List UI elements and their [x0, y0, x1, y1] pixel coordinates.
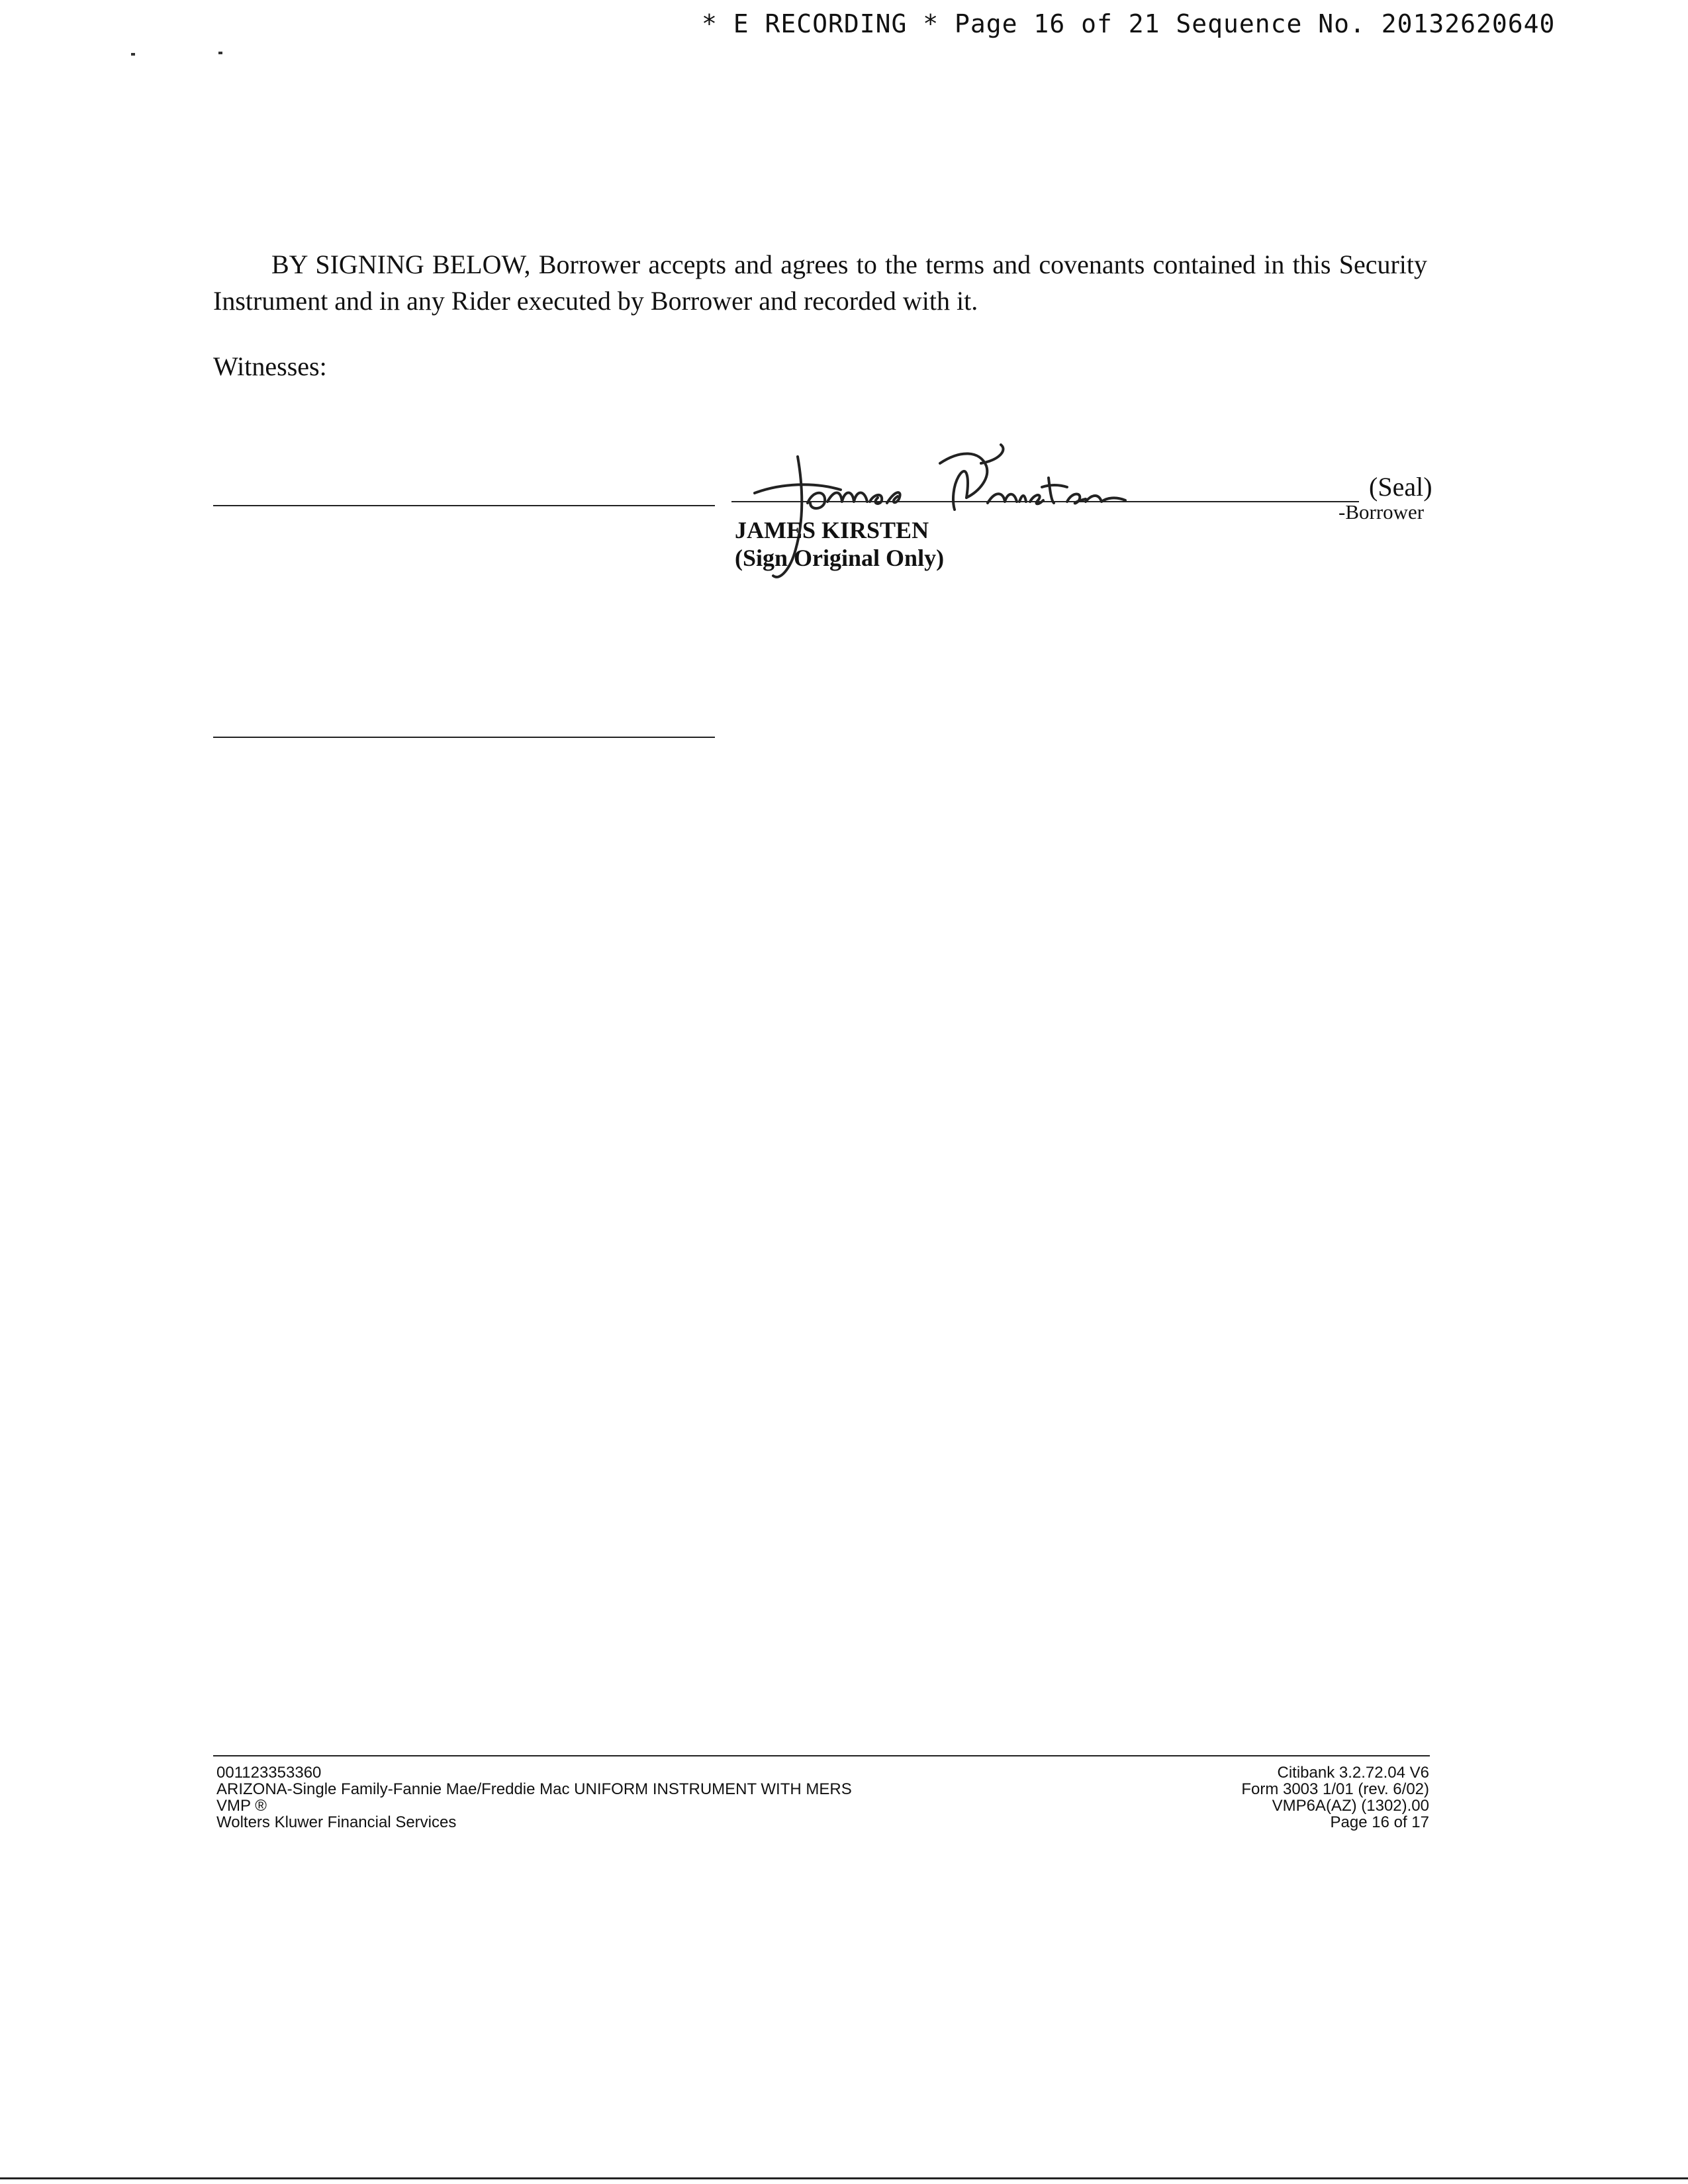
- form-number: Form 3003 1/01 (rev. 6/02): [1241, 1780, 1429, 1798]
- signer-name: JAMES KIRSTEN: [735, 517, 929, 543]
- borrower-role-label: -Borrower: [1338, 500, 1425, 523]
- page-number: Page 16 of 17: [1330, 1813, 1429, 1831]
- sign-original-note: (Sign Original Only): [735, 545, 945, 571]
- agreement-paragraph: BY SIGNING BELOW, Borrower accepts and agrees to the terms and covenants contained in this Security Instrument and in any Rider executed by Borrower and recorded with it.: [213, 250, 1427, 316]
- witness-signature-line-1: [213, 505, 715, 506]
- scan-mark: [218, 52, 222, 54]
- publisher: Wolters Kluwer Financial Services: [216, 1813, 457, 1831]
- footer-right-block: [1099, 1764, 1429, 1831]
- scan-bottom-edge: [0, 2177, 1688, 2179]
- scan-mark: [131, 53, 135, 56]
- seal-label: (Seal): [1369, 472, 1432, 502]
- vmp-mark: VMP ®: [216, 1797, 267, 1815]
- footer-left-block: [216, 1764, 852, 1831]
- footer-divider: [213, 1755, 1430, 1756]
- form-description: ARIZONA-Single Family-Fannie Mae/Freddie Mac UNIFORM INSTRUMENT WITH MERS: [216, 1780, 852, 1798]
- loan-number: 001123353360: [216, 1764, 322, 1782]
- witness-signature-line-2: [213, 737, 715, 738]
- vmp-form-code: VMP6A(AZ) (1302).00: [1272, 1797, 1429, 1815]
- lender-version: Citibank 3.2.72.04 V6: [1277, 1764, 1429, 1782]
- recording-header: * E RECORDING * Page 16 of 21 Sequence No. 20132620640: [702, 9, 1556, 38]
- witnesses-label: Witnesses:: [213, 351, 327, 381]
